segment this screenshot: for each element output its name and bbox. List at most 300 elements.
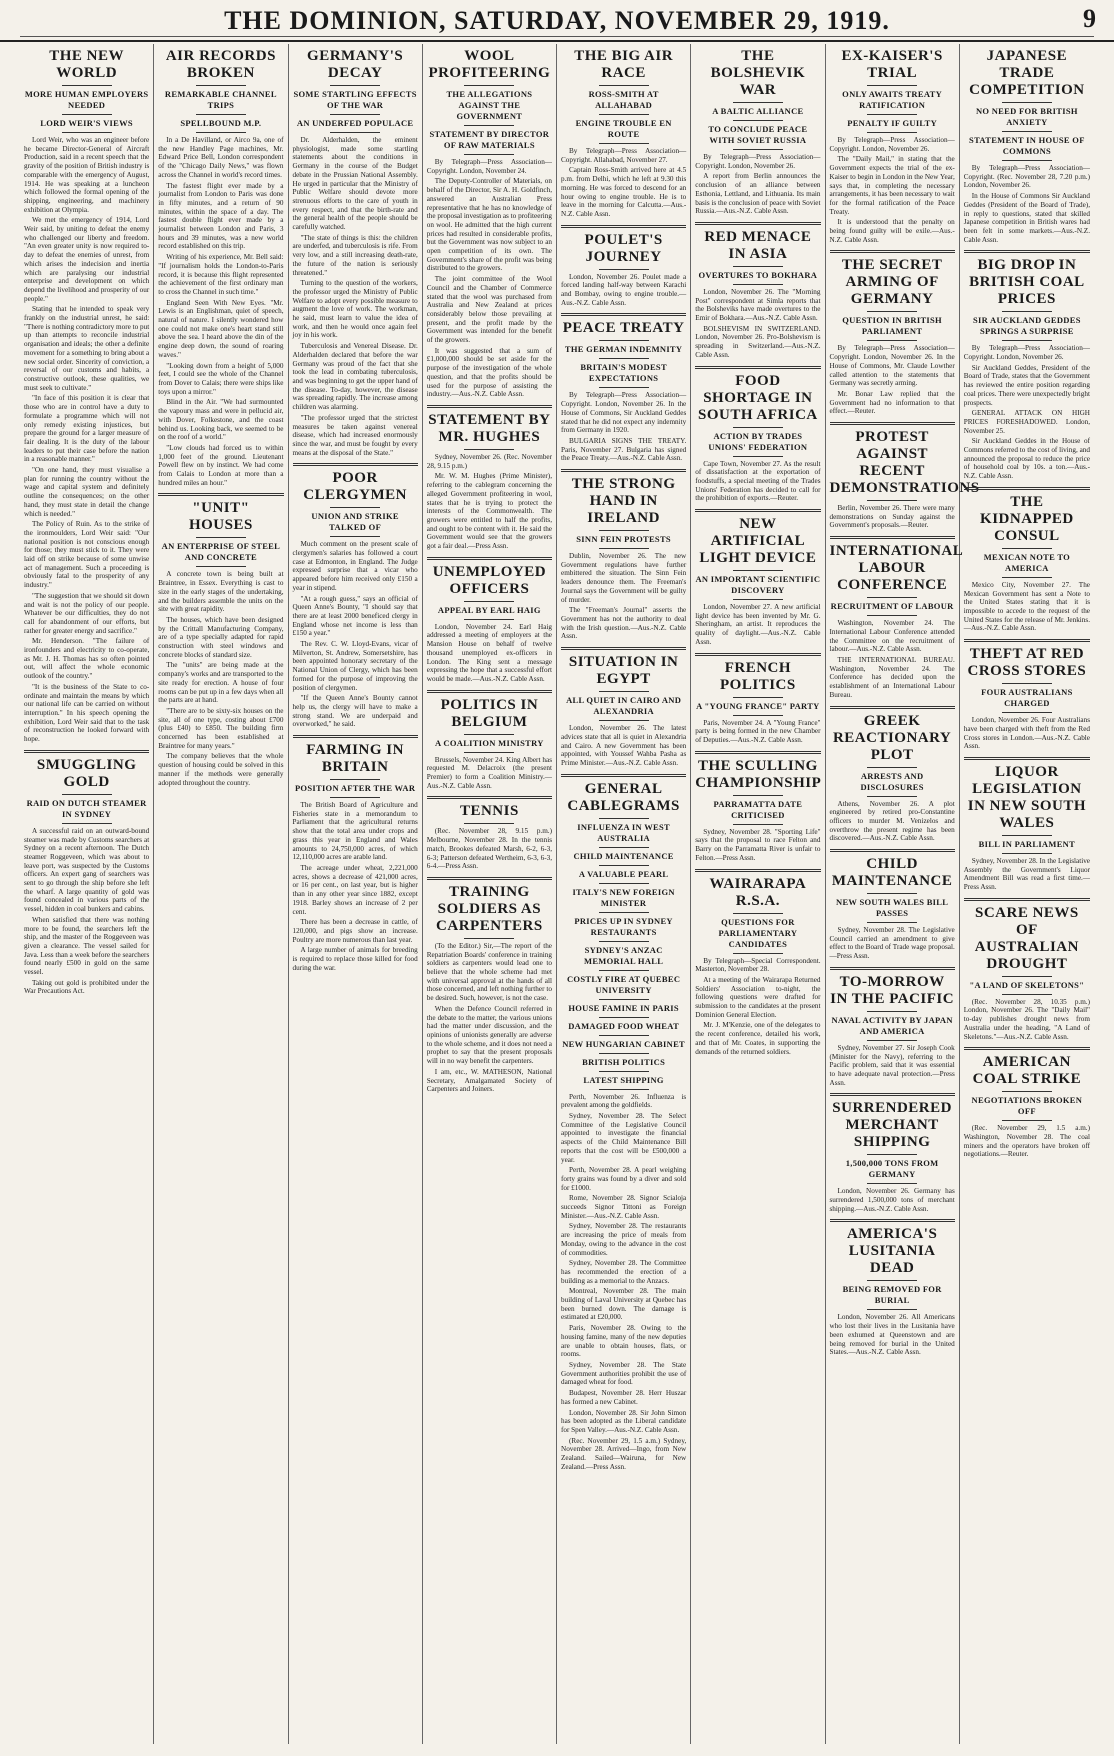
article-paragraph: When the Defence Council referred in the debate to the matter, the various unions had the matter under discussion, and the opinions of unionists generally are adverse to the whole scheme, and it does not need a prophet to say that the present proposals will in no way benefit the carpenters. <box>426 1004 552 1066</box>
newspaper-title: THE DOMINION, SATURDAY, NOVEMBER 29, 1919. <box>224 6 890 35</box>
article-headline: LIQUOR LEGISLATION IN NEW SOUTH WALES <box>967 763 1086 831</box>
article-paragraph: Taking out gold is prohibited under the War Precautions Act. <box>24 978 150 996</box>
article-paragraph: By Telegraph—Press Association—Copyright. London, November 24. <box>426 158 552 175</box>
article-paragraph: London, November 26. The "Morning Post" correspondent at Simla reports that the Bolsheviks have made overtures to the Emir of Bokhara.—Aus.-N.Z. Cable Assn. <box>695 287 821 323</box>
article-deck: A "YOUNG FRANCE" PARTY <box>696 700 820 711</box>
article-paragraph: BULGARIA SIGNS THE TREATY. Paris, November 27. Bulgaria has signed the Peace Treaty.—Aus.-N.Z. Cable Assn. <box>561 436 687 463</box>
deck-rule <box>599 1035 649 1036</box>
article-paragraph: "The state of things is this: the children are underfed, and tuberculosis is rife. From very low, and a still increasing death-rate, the future of the nation is seriously threatened." <box>292 233 418 277</box>
article-divider <box>427 557 552 560</box>
column-4 <box>423 44 557 1744</box>
article <box>24 48 149 744</box>
article-paragraph: London, November 24. Earl Haig addressed a meeting of employers at the Mansion House on behalf of twelve thousand unemployed ex-officers in London. The King sent a message expressing the hope that a successful effort would be made.—Aus.-N.Z. Cable Assn. <box>426 622 552 683</box>
deck-rule <box>867 340 917 341</box>
article-paragraph: London, November 26. Four Australians have been charged with theft from the Red Cross stores in London.—Aus.-N.Z. Cable Assn. <box>963 716 1090 751</box>
deck-rule <box>330 132 380 133</box>
article-paragraph: Berlin, November 26. There were many demonstrations on Sunday against the Government's proposals.—Reuter. <box>829 504 955 530</box>
article-divider <box>561 225 686 228</box>
article-paragraph: It was suggested that a sum of £1,000,000 should be set aside for the purpose of the investigation of the whole question, and that the profits should be used for the purpose of assisting the industry.—Aus.-N.Z. Cable Assn. <box>426 346 552 399</box>
article-paragraph: "At a rough guess," says an official of Queen Anne's Bounty, "I should say that there are at least 2000 beneficed clergy in England whose net income is less than £150 a year." <box>292 594 418 638</box>
deck-rule <box>599 847 649 848</box>
article-deck: NO NEED FOR BRITISH ANXIETY <box>975 106 1078 127</box>
article-paragraph: London, November 26. The latest advices state that all is quiet in Alexandria and Cairo. A new Government has been appointed, with Youssef Wahba Pasha as Prime Minister.—Aus.-N.Z. Cable Assn. <box>561 724 687 767</box>
article-divider <box>695 222 820 225</box>
article <box>293 48 418 457</box>
deck-rule <box>599 143 649 144</box>
deck-rule <box>599 1017 649 1018</box>
article-divider <box>830 967 955 970</box>
deck-rule <box>1002 340 1053 341</box>
article-headline: TRAINING SOLDIERS AS CARPENTERS <box>436 883 543 934</box>
article <box>695 222 820 360</box>
deck-rule <box>867 1280 917 1281</box>
deck-rule <box>867 132 917 133</box>
article-headline: "UNIT" HOUSES <box>188 500 253 534</box>
deck-rule <box>599 720 649 721</box>
article <box>830 1093 955 1213</box>
article-paragraph: Paris, November 24. A "Young France" party is being formed in the new Chamber of Deputies.—Aus.-N.Z. Cable Assn. <box>695 718 821 744</box>
article-deck: REMARKABLE CHANNEL TRIPS <box>164 89 277 110</box>
article-paragraph: Mr. Bonar Law replied that the Government had no information to that effect.—Reuter. <box>829 389 955 416</box>
deck-rule <box>62 794 112 795</box>
article-paragraph: A large number of animals for breeding is required to replace those killed for food during the war. <box>292 946 418 972</box>
deck-rule <box>1002 577 1053 578</box>
deck-rule <box>733 456 783 457</box>
article-paragraph: By Telegraph—Press Association—Copyright. Allahabad, November 27. <box>561 147 687 164</box>
article-paragraph: Brussels, November 24. King Albert has requested M. Delacroix (the present Premier) to form a Coalition Ministry.—Aus.-N.Z. Cable Assn. <box>426 755 552 790</box>
column-1 <box>20 44 154 1744</box>
article-headline: JAPANESE TRADE COMPETITION <box>969 48 1085 98</box>
article-deck: RAID ON DUTCH STEAMER IN SYDNEY <box>26 797 147 819</box>
deck-rule <box>599 1071 649 1072</box>
article-paragraph: London, November 27. A new artificial light device has been invented by Mr. G. Sheringham, an artist. It reproduces the quality of daylight.—Aus.-N.Z. Cable Assn. <box>695 603 821 646</box>
article-paragraph: By Telegraph—Press Association—Copyright. London, November 26. <box>695 153 821 170</box>
article-paragraph: Turning to the question of the workers, the professor urged the Ministry of Public Welfare to adopt every possible measure to augment the love of work. The workman, he said, must learn to value the idea of work, and then he would once again feel joy in his work. <box>292 279 418 340</box>
article-paragraph: Captain Ross-Smith arrived here at 4.5 p.m. from Delhi, which he left at 9.30 this morning. He was forced to descend for an hour owing to engine trouble. He is to leave in the morning for Calcutta.—Aus.-N.Z. Cable Assn. <box>561 166 687 218</box>
article-deck: THE GERMAN INDEMNITY <box>564 344 683 355</box>
article-headline: POLITICS IN BELGIUM <box>440 696 539 730</box>
article <box>695 653 820 745</box>
article-deck: POSITION AFTER THE WAR <box>294 783 416 794</box>
deck-rule <box>464 619 514 620</box>
deck-rule <box>733 599 783 600</box>
deck-rule <box>196 566 246 567</box>
deck-rule <box>1002 1120 1053 1121</box>
article-divider <box>561 647 686 650</box>
article-paragraph: The Policy of Ruin. As to the strike of the ironmoulders, Lord Weir said: "Our national position is not conscious enough for those; they must stick to it. They were laid off on strike because of some unwise act of management. Such a proceeding is obviously fatal to the prosperity of any industry." <box>24 520 150 590</box>
article-divider <box>695 751 820 754</box>
article-deck: ITALY'S NEW FOREIGN MINISTER <box>572 886 675 908</box>
article-paragraph: The joint committee of the Wool Council and the Chamber of Commerce stated that the wool was purchased from Australia and New Zealand at prices considerably below those prevailing at present, and the profit made by the Government was intended for the benefit of the growers. <box>426 275 552 345</box>
article-paragraph: The company believes that the whole question of housing could be solved in this manner if the methods were generally adopted throughout the country. <box>158 752 284 787</box>
article-divider <box>293 463 418 466</box>
deck-rule <box>733 102 783 103</box>
article-deck: RECRUITMENT OF LABOUR <box>830 601 954 612</box>
deck-rule <box>196 537 246 538</box>
article-headline: CHILD MAINTENANCE <box>831 856 953 890</box>
article-paragraph: The British Board of Agriculture and Fisheries state in a memorandum to Parliament that the agricultural returns show that the total area under crops and grass this year in England and Wales amounts to 24,750,000 acres, of which 12,110,000 acres are arable land. <box>292 801 418 862</box>
deck-rule <box>330 85 380 86</box>
article <box>561 469 686 641</box>
article-headline: BIG DROP IN BRITISH COAL PRICES <box>969 257 1085 308</box>
article-divider <box>427 405 552 408</box>
article-headline: GENERAL CABLEGRAMS <box>567 780 680 814</box>
article-paragraph: At a meeting of the Wairarapa Returned Soldiers' Association to-night, the following questions were drafted for submission to the candidates at the present Dominion General Election. <box>695 975 821 1019</box>
article-headline: THE NEW WORLD <box>49 48 124 81</box>
article-paragraph: "Low clouds had forced us to within 1,000 feet of the ground. Lieutenant Powell flew on by instinct. We had come from Calais to London at more than a hundred miles an hour." <box>158 443 284 487</box>
article <box>427 557 552 684</box>
article-paragraph: I am, etc., W. MATHESON, National Secretary, Amalgamated Society of Carpenters and Joiners. <box>426 1067 552 1094</box>
deck-rule <box>867 1040 917 1041</box>
deck-rule <box>733 149 783 150</box>
article-headline: WAIRARAPA R.S.A. <box>709 875 807 909</box>
article <box>293 735 418 972</box>
article-deck: AN ENTERPRISE OF STEEL AND CONCRETE <box>161 541 281 563</box>
article-deck: NEGOTIATIONS BROKEN OFF <box>971 1095 1083 1117</box>
deck-rule <box>1002 853 1053 854</box>
deck-rule <box>599 269 649 270</box>
article <box>830 1219 955 1357</box>
article <box>561 48 686 219</box>
article-deck: DAMAGED FOOD WHEAT <box>568 1020 680 1031</box>
article <box>964 639 1090 751</box>
article-paragraph: Sydney, November 28. The Select Committee of the Legislative Council appointed to investigate the financial aspects of the Child Maintenance Bill reports that the cost will be £500,000 a year. <box>561 1112 687 1164</box>
article-headline: GREEK REACTIONARY PLOT <box>832 712 952 763</box>
deck-rule <box>330 114 380 115</box>
article-deck: UNION AND STRIKE TALKED OF <box>311 511 399 533</box>
deck-rule <box>330 507 380 508</box>
article-deck: NEW HUNGARIAN CABINET <box>562 1038 686 1049</box>
article-headline: WOOL PROFITEERING <box>428 48 551 81</box>
article-paragraph: The fastest flight ever made by a journalist from London to Paris was done in fifty minutes, and a return of 90 minutes, within the space of a day. The fastest double flight ever made by a journalist between London and Paris, 3 hours and 39 minutes, was a new world record established on this trip. <box>158 181 284 251</box>
article-deck: STATEMENT BY DIRECTOR OF RAW MATERIALS <box>429 129 550 150</box>
deck-rule <box>867 767 917 768</box>
deck-rule <box>1002 683 1053 684</box>
article-headline: AMERICAN COAL STRIKE <box>972 1054 1082 1088</box>
article-deck: MEXICAN NOTE TO AMERICA <box>983 551 1071 573</box>
article-paragraph: GENERAL ATTACK ON HIGH PRICES FORESHADOWED. London, November 25. <box>963 409 1090 435</box>
article-divider <box>830 1219 955 1222</box>
deck-rule <box>464 823 514 824</box>
article-paragraph: (To the Editor.) Sir,—The report of the Repatriation Boards' conference in training soldiers as carpenters would lead one to believe that the whole scheme had met with universal approval at the hands of all those concerned, and left nothing further to be desired. Such, however, is not the case. <box>426 941 552 1003</box>
article-deck: ENGINE TROUBLE EN ROUTE <box>575 118 672 139</box>
article-headline: THE STRONG HAND IN IRELAND <box>571 476 676 527</box>
deck-rule <box>599 999 649 1000</box>
article-paragraph: London, November 28. Sir John Simon has been adopted as the Liberal candidate for Spen Valley.—Aus.-N.Z. Cable Assn. <box>561 1408 687 1434</box>
column-8 <box>960 44 1094 1744</box>
article-headline: THE SECRET ARMING OF GERMANY <box>841 257 943 308</box>
deck-rule <box>599 865 649 866</box>
article <box>695 869 820 1057</box>
deck-rule <box>733 795 783 796</box>
deck-rule <box>867 311 917 312</box>
article-paragraph: Sydney, November 28. The State Government authorities prohibit the use of damaged wheat for food. <box>561 1361 687 1387</box>
article-paragraph: The houses, which have been designed by the Crittall Manufacturing Company, are of a type specially adapted for rapid construction with steel windows and concrete blocks of standard size. <box>158 615 284 659</box>
deck-rule <box>599 1053 649 1054</box>
deck-rule <box>733 266 783 267</box>
deck-rule <box>62 132 112 133</box>
deck-rule <box>1002 712 1053 713</box>
deck-rule <box>1002 311 1053 312</box>
deck-rule <box>867 500 917 501</box>
article <box>964 1047 1090 1159</box>
deck-rule <box>867 1011 917 1012</box>
article-paragraph: London, November 26. Germany has surrendered 1,500,000 tons of merchant shipping.—Aus.-N.Z. Cable Assn. <box>829 1187 955 1213</box>
deck-rule <box>464 752 514 753</box>
masthead-rule <box>20 36 1094 37</box>
deck-rule <box>62 823 112 824</box>
deck-rule <box>599 912 649 913</box>
article-divider <box>427 877 552 880</box>
article-divider <box>427 690 552 693</box>
deck-rule <box>867 597 917 598</box>
article-paragraph: England Seen With New Eyes. "Mr. Lewis is an Englishman, quiet of speech, natural of nature. I silently wondered how one could not make one's heart stand still above the sea. I heard above the din of the engine deep down, the sound of roaring waves." <box>158 298 284 359</box>
deck-rule <box>867 1154 917 1155</box>
deck-rule <box>599 970 649 971</box>
article-paragraph: Montreal, November 28. The main building of Laval University at Quebec has been burned down. The damage is estimated at £20,000. <box>561 1287 687 1322</box>
article <box>695 366 820 504</box>
article-deck: PENALTY IF GUILTY <box>847 118 938 128</box>
article-paragraph: In a De Havilland, or Airco 9a, one of the new Handley Page machines, Mr. Edward Price Bell, London correspondent of the "Chicago Daily News," was flown across the Channel in world's record times. <box>158 136 284 179</box>
article-paragraph: By Telegraph—Press Association—Copyright. London, November 26. In the House of Commons, Sir Auckland Geddes stated that he did not expect any indemnity from Germany in 1920. <box>561 391 687 435</box>
article-deck: SOME STARTLING EFFECTS OF THE WAR <box>293 89 417 110</box>
article-paragraph: London, November 26. All Americans who lost their lives in the Lusitania have been exhumed at Queenstown and are being removed for burial in the United States.—Aus.-N.Z. Cable Assn. <box>829 1313 955 1357</box>
article-deck: A VALUABLE PEARL <box>578 868 669 879</box>
article-headline: TO-MORROW IN THE PACIFIC <box>830 973 955 1007</box>
article-deck: AN IMPORTANT SCIENTIFIC DISCOVERY <box>695 574 821 596</box>
article <box>964 250 1090 481</box>
deck-rule <box>1002 548 1053 549</box>
article-headline: NEW ARTIFICIAL LIGHT DEVICE <box>699 516 817 567</box>
article-deck: BILL IN PARLIAMENT <box>978 838 1076 849</box>
article-paragraph: Stating that he intended to speak very frankly on the industrial unrest, he said: "There is nothing contradictory more to put up than attempts to reconcile industrial organisation and ideals; the other a definite movement for a something to bring about a new social order. Sincerity of conviction, a reversal of our customs and habits, a constructive outlook, these qualities, we must seek to cultivate." <box>24 305 150 392</box>
article <box>830 250 955 416</box>
article-divider <box>964 250 1090 253</box>
article-paragraph: There has been a decrease in cattle, of 120,000, and pigs show an increase. Poultry are more numerous than last year. <box>292 918 418 944</box>
article <box>830 967 955 1088</box>
article-paragraph: (Rec. November 29, 1.5 a.m.) Sydney, November 28. Arrived—Ingo, from New Zealand. Sailed—Wairuna, for New Zealand.—Press Assn. <box>561 1436 687 1471</box>
article-deck: NAVAL ACTIVITY BY JAPAN AND AMERICA <box>831 1014 953 1036</box>
deck-rule <box>599 941 649 942</box>
deck-rule <box>1002 994 1053 995</box>
deck-rule <box>464 938 514 939</box>
article <box>293 463 418 729</box>
article-divider <box>830 250 955 253</box>
article-deck: ARRESTS AND DISCLOSURES <box>860 770 924 792</box>
deck-rule <box>464 449 514 450</box>
article-paragraph: Mr. J. M'Kenzie, one of the delegates to the recent conference, detailed his work, and that of Mr. Coates, in supporting the demands of the returned soldiers. <box>695 1021 821 1056</box>
article-paragraph: (Rec. November 28, 9.15 p.m.) Melbourne, November 28. In the tennis match, Brookes defeated Marsh, 6-2, 6-3, 6-3; Patterson defeated Wertheim, 6-3, 6-3, 6-4.—Press Assn. <box>426 827 552 871</box>
article <box>964 487 1090 633</box>
article <box>964 48 1090 244</box>
deck-rule <box>1002 102 1053 103</box>
deck-rule <box>599 387 649 388</box>
deck-rule <box>196 132 246 133</box>
article <box>964 898 1090 1042</box>
deck-rule <box>599 1089 649 1090</box>
article-divider <box>695 869 820 872</box>
article-paragraph: (Rec. November 29, 1.5 a.m.) Washington, November 28. The coal miners and the operators have broken off negotiations.—Reuter. <box>963 1124 1090 1159</box>
article-deck: STATEMENT IN HOUSE OF COMMONS <box>969 135 1085 156</box>
article <box>829 536 964 699</box>
article-divider <box>830 849 955 852</box>
article <box>561 774 686 1472</box>
article-paragraph: Paris, November 28. Owing to the housing famine, many of the new deputies are unable to obtain houses, flats, or rooms. <box>561 1324 687 1359</box>
article-headline: SMUGGLING GOLD <box>36 756 137 790</box>
article-deck: SYDNEY'S ANZAC MEMORIAL HALL <box>584 944 664 966</box>
article-deck: CHILD MAINTENANCE <box>573 850 674 861</box>
article-divider <box>964 757 1090 760</box>
article-headline: AMERICA'S LUSITANIA DEAD <box>846 1226 938 1277</box>
article <box>695 48 820 216</box>
article-divider <box>964 487 1090 490</box>
article-paragraph: By Telegraph—Press Association—Copyright. (Rec. November 28, 7.20 p.m.) London, November 26. <box>963 164 1090 190</box>
deck-rule <box>196 85 246 86</box>
article-paragraph: In the House of Commons Sir Auckland Geddes (President of the Board of Trade), in reply to questions, stated that skilled Japanese competition in British wares had been felt in some markets.—Aus.-N.Z. Cable Assn. <box>963 192 1090 244</box>
article-deck: SPELLBOUND M.P. <box>180 118 262 128</box>
article-divider <box>695 366 820 369</box>
article-paragraph: Sydney, November 28. "Sporting Life" says that the proposal to race Felton and Barry on the Parramatta River is unfair to Felton.—Press Assn. <box>695 827 821 862</box>
article-divider <box>561 469 686 472</box>
deck-rule <box>330 536 380 537</box>
article-divider <box>964 898 1090 901</box>
article-deck: A BALTIC ALLIANCE <box>712 106 804 116</box>
article-headline: SURRENDERED MERCHANT SHIPPING <box>832 1100 952 1151</box>
deck-rule <box>1002 131 1053 132</box>
deck-rule <box>733 120 783 121</box>
deck-rule <box>733 427 783 428</box>
article-paragraph: Much comment on the present scale of clergymen's salaries has followed a court case at Edmonton, in England. The Judge expressed surprise that a vicar who appeared before him received only £150 a year in stipend. <box>292 540 418 592</box>
deck-rule <box>733 715 783 716</box>
article-divider <box>964 1047 1090 1050</box>
article-deck: "A LAND OF SKELETONS" <box>969 979 1085 990</box>
column-2 <box>154 44 288 1744</box>
article-paragraph: "The professor urged that the strictest measures be taken against venereal disease, which had increased enormously since the war, and must be fought by every means at the disposal of the State." <box>292 413 418 457</box>
deck-rule <box>464 125 514 126</box>
article-divider <box>561 313 686 316</box>
article-headline: SITUATION IN EGYPT <box>568 654 679 688</box>
column-5 <box>557 44 691 1744</box>
article <box>561 647 686 768</box>
article-paragraph: Rome, November 28. Signor Scialoja succeeds Signor Tittoni as Foreign Minister.—Aus.-N.Z. Cable Assn. <box>561 1194 687 1220</box>
article-paragraph: THE INTERNATIONAL BUREAU. Washington, November 24. The Conference has decided upon the establishment of an International Labour Bureau. <box>829 655 955 699</box>
article-paragraph: Washington, November 24. The International Labour Conference attended the Committee on the recruitment of labour.—Aus.-N.Z. Cable Assn. <box>829 619 955 654</box>
deck-rule <box>733 697 783 698</box>
article-headline: FOOD SHORTAGE IN SOUTH AFRICA <box>697 372 818 423</box>
article-deck: APPEAL BY EARL HAIG <box>437 604 541 615</box>
article-paragraph: Sydney, November 28. The Legislative Council carried an amendment to give effect to the Board of Trade wage proposal.—Press Assn. <box>829 926 955 961</box>
article-paragraph: By Telegraph—Press Association—Copyright. London, November 26. <box>963 344 1090 362</box>
article-paragraph: The Deputy-Controller of Materials, on behalf of the Director, Sir A. H. Goldfinch, answered an Australian Press representative that he has no knowledge of the proposal investigation as to profiteering on wool. He admitted that the high current prices had resulted in considerable profits, but the Government was now subject to an open competition of its own. The Government's share of the profit was being distributed to the growers. <box>426 177 552 273</box>
article-deck: SINN FEIN PROTESTS <box>576 534 671 545</box>
deck-rule <box>599 358 649 359</box>
deck-rule <box>599 818 649 819</box>
article-deck: COSTLY FIRE AT QUEBEC UNIVERSITY <box>566 973 681 995</box>
article-paragraph: Cape Town, November 27. As the result of dissatisfaction at the exportation of foodstuffs, a special meeting of the Trades Unions' Federation has decided to call for the prohibition of exports.—Reuter. <box>695 459 821 503</box>
article-headline: EX-KAISER'S TRIAL <box>841 48 943 81</box>
article <box>830 849 955 961</box>
deck-rule <box>599 530 649 531</box>
article-paragraph: Budapest, November 28. Herr Huszar has formed a new Cabinet. <box>561 1389 687 1406</box>
article <box>158 493 283 787</box>
article-divider <box>293 735 418 738</box>
article-divider <box>158 493 283 496</box>
article-divider <box>427 796 552 799</box>
article-paragraph: "The suggestion that we should sit down and wait is not the policy of our people. Whatever be our difficulties, they do not call for abandonment of our efforts, but rather for greater energy and sacrifice." <box>24 591 150 635</box>
article-paragraph: "If the Queen Anne's Bounty cannot help us, the clergy will have to make a strong stand. We are underpaid and overworked," he said. <box>292 694 418 729</box>
article-paragraph: Sir Auckland Geddes in the House of Commons referred to the cost of living, and announced the proposal to reduce the price of household coal by 10s. a ton.—Aus.-N.Z. Cable Assn. <box>963 437 1090 481</box>
deck-rule <box>196 114 246 115</box>
article-paragraph: The "Daily Mail," in stating that the Government expects the trial of the ex-Kaiser to begin in London in the New Year, says that, in completing the necessary arrangements, it has been necessary to wait for the formal ratification of the Peace Treaty. <box>829 155 955 216</box>
article-deck: SIR AUCKLAND GEDDES SPRINGS A SURPRISE <box>973 315 1081 337</box>
article-headline: TENNIS <box>459 803 519 820</box>
article-paragraph: "There are to be sixty-six houses on the site, all of one type, costing about £700 (plus £40) to £850. The building firm concerned has been established at Braintree for many years." <box>158 706 284 750</box>
column-7 <box>826 44 980 1744</box>
deck-rule <box>464 154 514 155</box>
article <box>427 796 552 871</box>
article <box>427 405 552 551</box>
article-paragraph: By Telegraph—Special Correspondent. Masterton, November 28. <box>695 956 821 974</box>
article <box>158 48 283 487</box>
deck-rule <box>867 922 917 923</box>
article-deck: FOUR AUSTRALIANS CHARGED <box>981 687 1073 709</box>
deck-rule <box>62 85 112 86</box>
article-deck: ACTION BY TRADES UNIONS' FEDERATION <box>708 430 808 452</box>
article <box>561 313 686 463</box>
article <box>964 757 1090 892</box>
article-divider <box>830 422 955 425</box>
article-deck: TO CONCLUDE PEACE WITH SOVIET RUSSIA <box>708 124 808 145</box>
article-headline: THE BIG AIR RACE <box>574 48 674 81</box>
deck-rule <box>330 779 380 780</box>
article-paragraph: Sydney, November 28. The Committee has recommended the erection of a building as a memorial to the Anzacs. <box>561 1259 687 1285</box>
article-deck: ALL QUIET IN CAIRO AND ALEXANDRIA <box>566 695 682 717</box>
article-deck: BRITAIN'S MODEST EXPECTATIONS <box>580 362 667 384</box>
article-paragraph: The Rev. C. W. Lloyd-Evans, vicar of Milverton, St. Andrew, Somersetshire, has been appointed honorary secretary of the National Union of Clergy, which has been formed for the purpose of improving the position of clergymen. <box>292 640 418 692</box>
article-headline: SCARE NEWS OF AUSTRALIAN DROUGHT <box>974 904 1079 972</box>
article-paragraph: It is understood that the penalty on being found guilty will be exile.—Aus.-N.Z. Cable Assn. <box>829 218 955 244</box>
article-paragraph: "In face of this position it is clear that those who are in control have a duty to formulate a programme which will not only remedy existing injustices, but prepare the ground for a larger measure of fair dealing. It is the duty of the labour leaders to put their case before the nation in a reasonable manner." <box>24 394 150 464</box>
article-headline: FRENCH POLITICS <box>720 659 796 693</box>
article <box>427 690 552 791</box>
article-deck: BRITISH POLITICS <box>582 1056 666 1067</box>
article-paragraph: (Rec. November 28, 10.35 p.m.) London, November 26. The "Daily Mail" to-day publishes drought news from Australia under the heading, "A Land of Skeletons."—Aus.-N.Z. Cable Assn. <box>963 997 1090 1041</box>
article-deck: OVERTURES TO BOKHARA <box>698 269 818 280</box>
article-deck: LORD WEIR'S VIEWS <box>40 118 133 128</box>
deck-rule <box>867 1309 917 1310</box>
deck-rule <box>599 85 649 86</box>
article-paragraph: Blind in the Air. "We had surmounted the vapoury mass and were in pellucid air, with Dover, Folkestone, and the coast behind us. Looking back, we seemed to be on the roof of a world." <box>158 398 284 442</box>
article-deck: LATEST SHIPPING <box>583 1074 664 1085</box>
news-columns <box>20 44 1094 1744</box>
article-paragraph: A concrete town is being built at Braintree, in Essex. Everything is cast to size in the early stages of the undertaking, and the builders assemble the units on the site with great rapidity. <box>158 570 284 614</box>
article <box>427 48 552 399</box>
article-deck: MORE HUMAN EMPLOYERS NEEDED <box>24 89 149 110</box>
article-headline: STATEMENT BY MR. HUGHES <box>428 411 551 445</box>
deck-rule <box>867 796 917 797</box>
article-paragraph: Sydney, November 27. Sir Joseph Cook (Minister for the Navy), referring to the Pacific problem, said that it was essential to have adequate naval protection.—Press Assn. <box>829 1043 955 1087</box>
deck-rule <box>599 691 649 692</box>
article-deck: QUESTIONS FOR PARLIAMENTARY CANDIDATES <box>718 916 798 949</box>
article-divider <box>830 706 955 709</box>
article-paragraph: Tuberculosis and Venereal Disease. Dr. Alderhalden declared that before the war Germany was proud of the fact that she took the lead in combating tuberculosis, and was beginning to get the upper hand of the disease. To-day, however, the disease was spreading rapidly. The increase among children was alarming. <box>292 342 418 412</box>
article <box>830 706 955 844</box>
article-headline: THE BOLSHEVIK WAR <box>710 48 806 98</box>
deck-rule <box>867 85 917 86</box>
article-headline: THE KIDNAPPED CONSUL <box>980 493 1074 544</box>
article-headline: AIR RECORDS BROKEN <box>165 48 276 81</box>
article-paragraph: When satisfied that there was nothing more to be found, the searchers left the ship, and the master of the Roggeveen was given a clearance. The vessel sailed for Java. Less than a week before the searchers found nearly £500 in gold on the same vessel. <box>24 915 150 977</box>
